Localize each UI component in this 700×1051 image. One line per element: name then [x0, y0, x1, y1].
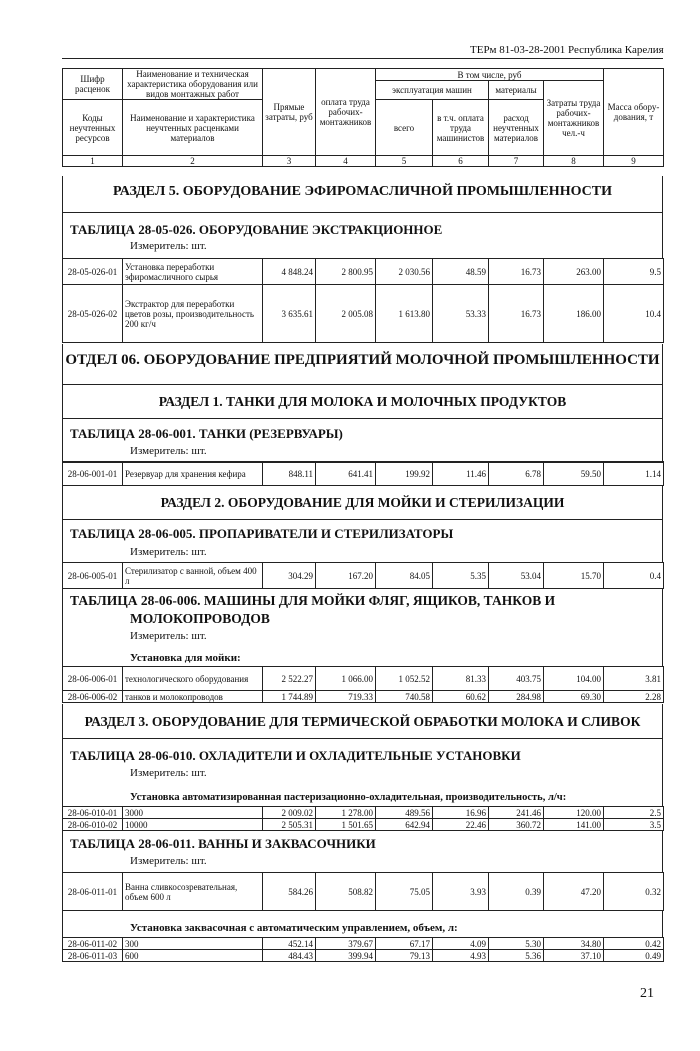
cell-pay: 719.33 [316, 691, 376, 703]
cell-mass: 0.49 [604, 950, 664, 962]
cell-labor: 104.00 [544, 667, 604, 691]
data-table [62, 258, 664, 343]
cell-mass: 3.81 [604, 667, 664, 691]
col-num: 5 [376, 156, 433, 167]
cell-pay: 508.82 [316, 873, 376, 911]
section-title: РАЗДЕЛ 3. ОБОРУДОВАНИЕ ДЛЯ ТЕРМИЧЕСКОЙ ОБРАБОТКИ МОЛОКА И СЛИВОК [84, 714, 641, 729]
row-code: 28-06-010-01 [63, 807, 123, 819]
cell-mass: 0.4 [604, 563, 664, 589]
cell-machpay: 5.35 [433, 563, 489, 589]
cell-mass: 0.42 [604, 938, 664, 950]
cell-mass: 9.5 [604, 259, 664, 285]
header-machines-incl: в т.ч. оплата труда машинистов [433, 100, 489, 156]
cell-materials: 403.75 [489, 667, 544, 691]
data-table [62, 937, 664, 962]
table-row [63, 950, 664, 962]
cell-mass: 0.32 [604, 873, 664, 911]
header-machines: эксплуатация машин [376, 81, 489, 100]
section-title: РАЗДЕЛ 2. ОБОРУДОВАНИЕ ДЛЯ МОЙКИ И СТЕРИЛИЗАЦИИ [160, 495, 565, 510]
table-row [63, 259, 664, 285]
cell-mass: 2.28 [604, 691, 664, 703]
divider [62, 212, 663, 213]
cell-machpay: 53.33 [433, 285, 489, 343]
row-name: Резервуар для хранения кефира [123, 462, 263, 486]
cell-labor: 59.50 [544, 462, 604, 486]
cell-pay: 2 005.08 [316, 285, 376, 343]
row-name: 10000 [123, 819, 263, 831]
row-name: Стерилизатор с ванной, объем 400 л [123, 563, 263, 589]
table-title: ТАБЛИЦА 28-06-001. ТАНКИ (РЕЗЕРВУАРЫ) [70, 426, 343, 441]
divider [62, 738, 663, 739]
row-name: Экстрактор для переработки цветов розы, производительность 200 кг/ч [123, 285, 263, 343]
cell-pay: 379.67 [316, 938, 376, 950]
cell-machines: 67.17 [376, 938, 433, 950]
row-name: Ванна сливкосозревательная, объем 600 л [123, 873, 263, 911]
header-code-top: Шифр расценок [63, 69, 123, 100]
table-row [63, 807, 664, 819]
cell-machpay: 3.93 [433, 873, 489, 911]
col-num: 3 [263, 156, 316, 167]
col-num: 4 [316, 156, 376, 167]
row-code: 28-06-011-03 [63, 950, 123, 962]
cell-materials: 16.73 [489, 285, 544, 343]
col-num: 1 [63, 156, 123, 167]
header-materials: материалы [489, 81, 544, 100]
cell-mass: 1.14 [604, 462, 664, 486]
table-title-cont: МОЛОКОПРОВОДОВ [130, 611, 270, 626]
row-name: Установка переработки эфиромасличного сырья [123, 259, 263, 285]
cell-machpay: 4.93 [433, 950, 489, 962]
cell-machpay: 81.33 [433, 667, 489, 691]
column-header [62, 68, 664, 167]
cell-machpay: 22.46 [433, 819, 489, 831]
cell-machines: 75.05 [376, 873, 433, 911]
table-title: ТАБЛИЦА 28-06-010. ОХЛАДИТЕЛИ И ОХЛАДИТЕЛЬНЫЕ УСТАНОВКИ [70, 748, 521, 763]
cell-pay: 1 066.00 [316, 667, 376, 691]
cell-materials: 6.78 [489, 462, 544, 486]
cell-direct: 2 009.02 [263, 807, 316, 819]
subgroup-label: Установка заквасочная с автоматическим управлением, объем, л: [130, 922, 458, 934]
row-name: танков и молокопроводов [123, 691, 263, 703]
header-mass: Масса обору-дования, т [604, 69, 664, 156]
cell-materials: 16.73 [489, 259, 544, 285]
cell-machines: 1 052.52 [376, 667, 433, 691]
cell-pay: 641.41 [316, 462, 376, 486]
row-name: 300 [123, 938, 263, 950]
cell-labor: 186.00 [544, 285, 604, 343]
table-row [63, 667, 664, 691]
table-row [63, 819, 664, 831]
cell-machines: 642.94 [376, 819, 433, 831]
data-table [62, 562, 664, 589]
header-direct: Прямые затраты, руб [263, 69, 316, 156]
header-machines-total: всего [376, 100, 433, 156]
subgroup-label: Установка для мойки: [130, 652, 241, 664]
row-code: 28-06-010-02 [63, 819, 123, 831]
cell-machpay: 60.62 [433, 691, 489, 703]
row-code: 28-06-005-01 [63, 563, 123, 589]
data-table [62, 461, 664, 486]
cell-machpay: 16.96 [433, 807, 489, 819]
cell-pay: 2 800.95 [316, 259, 376, 285]
cell-direct: 484.43 [263, 950, 316, 962]
cell-machines: 2 030.56 [376, 259, 433, 285]
table-row [63, 462, 664, 486]
table-row [63, 691, 664, 703]
unit-label: Измеритель: шт. [130, 767, 207, 779]
row-code: 28-06-006-01 [63, 667, 123, 691]
cell-mass: 3.5 [604, 819, 664, 831]
table-row [63, 285, 664, 343]
row-name: 600 [123, 950, 263, 962]
unit-label: Измеритель: шт. [130, 546, 207, 558]
cell-direct: 4 848.24 [263, 259, 316, 285]
cell-labor: 263.00 [544, 259, 604, 285]
cell-direct: 1 744.89 [263, 691, 316, 703]
cell-pay: 1 278.00 [316, 807, 376, 819]
section-title: РАЗДЕЛ 5. ОБОРУДОВАНИЕ ЭФИРОМАСЛИЧНОЙ ПРОМЫШЛЕННОСТИ [112, 184, 612, 199]
row-code: 28-06-011-02 [63, 938, 123, 950]
cell-machines: 1 613.80 [376, 285, 433, 343]
divider [62, 519, 663, 520]
col-num: 2 [123, 156, 263, 167]
cell-direct: 452.14 [263, 938, 316, 950]
cell-labor: 120.00 [544, 807, 604, 819]
cell-machines: 79.13 [376, 950, 433, 962]
header-materials-sub: расход неучтенных материалов [489, 100, 544, 156]
cell-labor: 34.80 [544, 938, 604, 950]
table-row [63, 938, 664, 950]
header-name-top: Наименование и техническая характеристика оборудования или видов монтажных работ [123, 69, 263, 100]
page-number: 21 [640, 986, 654, 1001]
cell-machpay: 4.09 [433, 938, 489, 950]
header-labor: Затраты труда рабочих-монтажников чел.-ч [544, 81, 604, 156]
cell-labor: 141.00 [544, 819, 604, 831]
subgroup-label: Установка автоматизированная пастеризационно-охладительная, производительность, л/ч: [130, 792, 567, 803]
unit-label: Измеритель: шт. [130, 445, 207, 457]
cell-labor: 37.10 [544, 950, 604, 962]
unit-label: Измеритель: шт. [130, 240, 207, 252]
cell-materials: 0.39 [489, 873, 544, 911]
cell-machpay: 48.59 [433, 259, 489, 285]
table-title: ТАБЛИЦА 28-05-026. ОБОРУДОВАНИЕ ЭКСТРАКЦИОННОЕ [70, 222, 443, 237]
table-title: ТАБЛИЦА 28-06-005. ПРОПАРИВАТЕЛИ И СТЕРИЛИЗАТОРЫ [70, 526, 454, 541]
table-row [63, 563, 664, 589]
table-title: ТАБЛИЦА 28-06-011. ВАННЫ И ЗАКВАСОЧНИКИ [70, 836, 376, 851]
header-in-total: В том числе, руб [376, 69, 604, 81]
table-row [63, 873, 664, 911]
cell-machines: 84.05 [376, 563, 433, 589]
cell-pay: 1 501.65 [316, 819, 376, 831]
cell-direct: 304.29 [263, 563, 316, 589]
cell-direct: 584.26 [263, 873, 316, 911]
cell-machines: 489.56 [376, 807, 433, 819]
cell-materials: 5.36 [489, 950, 544, 962]
col-num: 9 [604, 156, 664, 167]
unit-label: Измеритель: шт. [130, 630, 207, 642]
cell-materials: 241.46 [489, 807, 544, 819]
divider [62, 418, 663, 419]
cell-direct: 2 522.27 [263, 667, 316, 691]
row-code: 28-06-011-01 [63, 873, 123, 911]
header-code-bottom: Коды неучтенных ресурсов [63, 100, 123, 156]
data-table [62, 806, 664, 831]
col-num: 8 [544, 156, 604, 167]
row-name: технологического оборудования [123, 667, 263, 691]
cell-materials: 360.72 [489, 819, 544, 831]
row-code: 28-06-001-01 [63, 462, 123, 486]
cell-direct: 3 635.61 [263, 285, 316, 343]
cell-machines: 199.92 [376, 462, 433, 486]
cell-materials: 284.98 [489, 691, 544, 703]
col-num: 6 [433, 156, 489, 167]
cell-pay: 167.20 [316, 563, 376, 589]
header-labor-pay: оплата труда рабочих-монтажников [316, 69, 376, 156]
row-code: 28-05-026-01 [63, 259, 123, 285]
section-title: РАЗДЕЛ 1. ТАНКИ ДЛЯ МОЛОКА И МОЛОЧНЫХ ПРОДУКТОВ [158, 394, 567, 409]
cell-materials: 53.04 [489, 563, 544, 589]
row-code: 28-05-026-02 [63, 285, 123, 343]
row-code: 28-06-006-02 [63, 691, 123, 703]
running-head: ТЕРм 81-03-28-2001 Республика Карелия [470, 44, 664, 56]
cell-direct: 848.11 [263, 462, 316, 486]
table-title: ТАБЛИЦА 28-06-006. МАШИНЫ ДЛЯ МОЙКИ ФЛЯГ, ЯЩИКОВ, ТАНКОВ И [70, 593, 556, 608]
data-table [62, 872, 664, 911]
unit-label: Измеритель: шт. [130, 855, 207, 867]
top-rule [62, 58, 663, 59]
cell-materials: 5.30 [489, 938, 544, 950]
otdel-title: ОТДЕЛ 06. ОБОРУДОВАНИЕ ПРЕДПРИЯТИЙ МОЛОЧНОЙ ПРОМЫШЛЕННОСТИ [65, 352, 660, 368]
cell-labor: 15.70 [544, 563, 604, 589]
cell-labor: 47.20 [544, 873, 604, 911]
data-table [62, 666, 664, 703]
cell-mass: 10.4 [604, 285, 664, 343]
row-name: 3000 [123, 807, 263, 819]
cell-machines: 740.58 [376, 691, 433, 703]
cell-machpay: 11.46 [433, 462, 489, 486]
cell-labor: 69.30 [544, 691, 604, 703]
cell-pay: 399.94 [316, 950, 376, 962]
cell-mass: 2.5 [604, 807, 664, 819]
col-num: 7 [489, 156, 544, 167]
header-name-bottom: Наименование и характеристика неучтенных расценками материалов [123, 100, 263, 156]
cell-direct: 2 505.31 [263, 819, 316, 831]
